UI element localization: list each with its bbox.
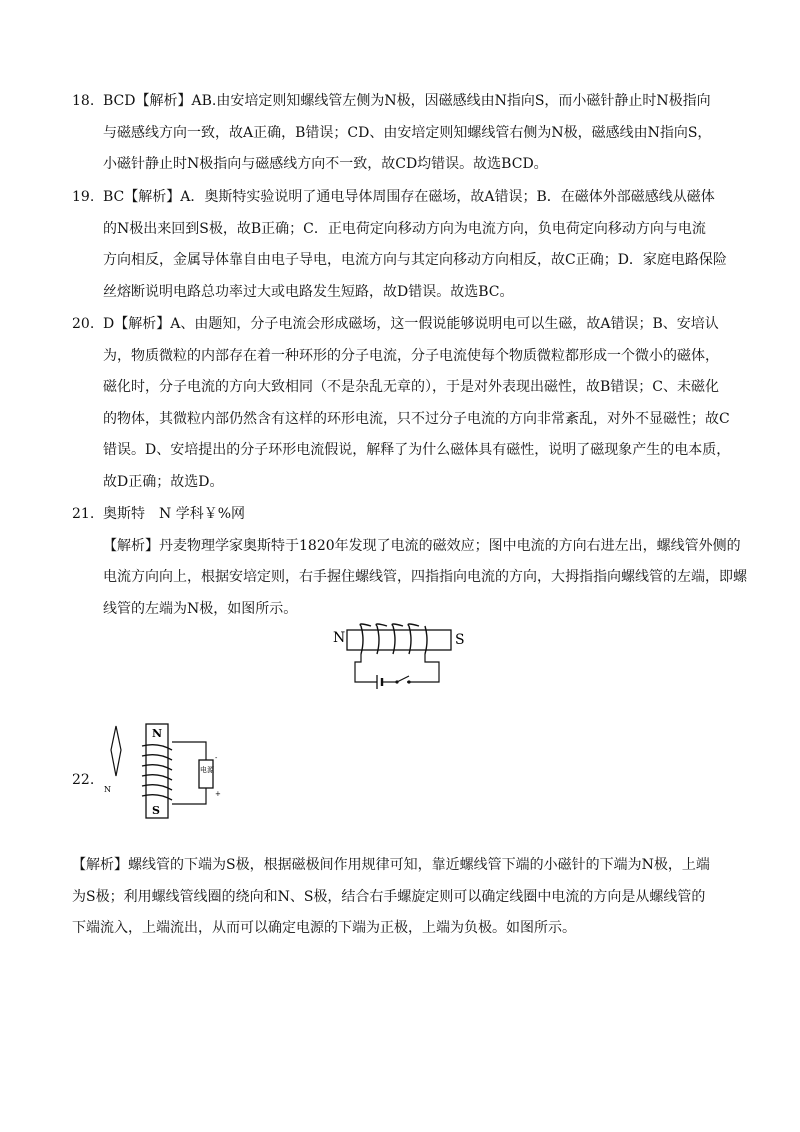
solenoid-circuit-figure <box>325 622 475 692</box>
solenoid-needle-figure <box>98 720 228 828</box>
answer-19-line: 方向相反，金属导体靠自由电子导电，电流方向与其定向移动方向相反，故C正确；D．家庭电路保险 <box>103 252 727 268</box>
answer-19 <box>103 182 727 308</box>
answer-20-line: 故D正确；故选D。 <box>103 473 224 490</box>
answer-20-line: 为，物质微粒的内部存在着一种环形的分子电流，分子电流使每个物质微粒都形成一个微小的磁体， <box>103 347 719 364</box>
answer-20-line: 磁化时，分子电流的方向大致相同（不是杂乱无章的），于是对外表现出磁性，故B错误；C、未磁化 <box>103 379 719 395</box>
left-pole-label: N <box>333 630 346 646</box>
answer-22-line: 为S极；利用螺线管线圈的绕向和N、S极，结合右手螺旋定则可以确定线圈中电流的方向是从螺线管的 <box>72 888 706 905</box>
answer-21-answer: 奥斯特 N 学科￥%网 <box>103 506 246 522</box>
answer-21 <box>103 499 747 625</box>
question-number-18: 18. <box>72 93 95 109</box>
answer-18 <box>103 86 723 181</box>
answer-19-line: 的N极出来回到S极，故B正确；C．正电荷定向移动方向为电流方向，负电荷定向移动方向与电流 <box>103 220 706 237</box>
answer-22-line: 【解析】螺线管的下端为S极，根据磁极间作用规律可知，靠近螺线管下端的小磁针的下端为N极，上端 <box>72 857 710 873</box>
question-number-21: 21. <box>72 506 95 522</box>
question-number-20: 20. <box>72 316 95 332</box>
compass-needle-icon <box>111 726 121 776</box>
source-label: 电源 <box>200 766 214 774</box>
switch <box>397 676 409 682</box>
answer-21-line: 线管的左端为N极，如图所示。 <box>103 600 298 617</box>
answer-20 <box>103 309 731 498</box>
answer-19-line: BC【解析】A．奥斯特实验说明了通电导体周围存在磁场，故A错误；B．在磁体外部磁感线从磁体 <box>103 189 715 205</box>
answer-19-line: 丝熔断说明电路总功率过大或电路发生短路，故D错误。故选BC。 <box>103 283 514 300</box>
answer-21-line: 电流方向向上，根据安培定则，右手握住螺线管，四指指向电流的方向，大拇指指向螺线管的左端，即螺 <box>103 569 747 585</box>
answer-22-line: 下端流入，上端流出，从而可以确定电源的下端为正极，上端为负极。如图所示。 <box>72 920 576 936</box>
top-pole-label: N <box>152 727 163 740</box>
right-pole-label: S <box>455 632 465 648</box>
answer-20-line: 的物体，其微粒内部仍然含有这样的环形电流，只不过分子电流的方向非常紊乱，对外不显磁性；故C <box>103 410 730 427</box>
bottom-pole-label: S <box>152 804 160 817</box>
answer-21-line: 【解析】丹麦物理学家奥斯特于1820年发现了电流的磁效应；图中电流的方向右进左出，螺线管外侧的 <box>103 537 741 554</box>
power-source <box>199 760 213 788</box>
source-minus: - <box>215 754 218 762</box>
question-number-22: 22. <box>72 772 95 788</box>
answer-18-line: 小磁针静止时N极指向与磁感线方向不一致，故CD均错误。故选BCD。 <box>103 156 548 172</box>
answer-20-line: D【解析】A、由题知，分子电流会形成磁场，这一假说能够说明电可以生磁，故A错误；B、安培认 <box>103 316 719 332</box>
answer-20-line: 错误。D、安培提出的分子环形电流假说，解释了为什么磁体具有磁性，说明了磁现象产生的电本质， <box>103 442 731 458</box>
answer-22 <box>72 850 732 945</box>
source-plus: + <box>215 790 221 798</box>
answer-18-line: BCD【解析】AB.由安培定则知螺线管左侧为N极，因磁感线由N指向S，而小磁针静止时N极指向 <box>103 93 711 109</box>
answer-18-line: 与磁感线方向一致，故A正确，B错误；CD、由安培定则知螺线管右侧为N极，磁感线由N指向S， <box>103 124 712 141</box>
question-number-19: 19. <box>72 189 95 205</box>
needle-n-label: N <box>104 785 111 794</box>
